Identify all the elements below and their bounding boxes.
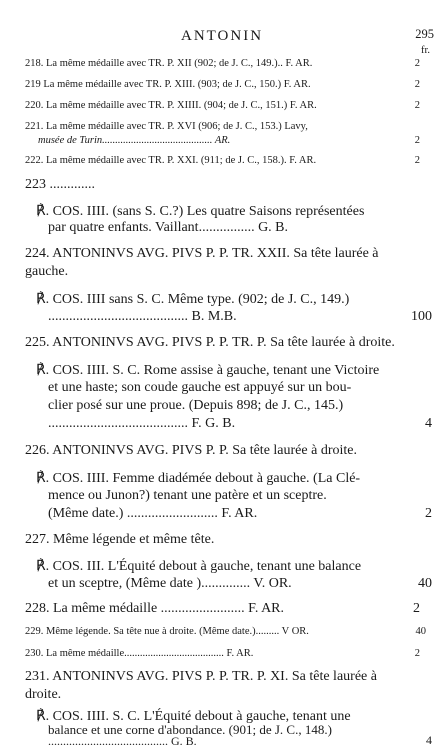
- page-number: 295: [415, 27, 434, 41]
- entry-225-reverse-line3: clier posé sur une proue. (Depuis 898; de J. C., 145.): [48, 398, 344, 413]
- entry-225-reverse-line1: ℟. COS. IIII. S. C. Rome assise à gauche, tenant une Victoire: [36, 363, 380, 378]
- entry-231-value: 4: [426, 733, 432, 747]
- entry-226-value: 2: [425, 506, 432, 521]
- entry-223-reverse-line1: ℟. COS. IIII. (sans S. C.?) Les quatre Saisons représentées: [36, 204, 365, 219]
- entry-230: 230. La même médaille...................................... F. AR.: [25, 648, 254, 659]
- column-unit: fr.: [420, 45, 430, 56]
- entry-226-reverse-line1: ℟. COS. IIII. Femme diadémée debout à gauche. (La Clé-: [36, 471, 361, 486]
- entry-226: 226. ANTONINVS AVG. PIVS P. P. Sa tête laurée à droite.: [25, 443, 357, 458]
- entry-227-reverse-line1: ℟. COS. III. L'Équité debout à gauche, tenant une balance: [36, 559, 362, 574]
- entry-224-reverse-line1: ℟. COS. IIII sans S. C. Même type. (902; de J. C., 149.): [36, 292, 350, 307]
- page-title: ANTONIN: [181, 28, 264, 44]
- entry-224-reverse-line2: ........................................ B. M.B.: [48, 309, 237, 324]
- entry-231-reverse-line2: balance et une corne d'abondance. (901; de J. C., 148.): [48, 722, 332, 737]
- entry-220: 220. La même médaille avec TR. P. XIIII. (904; de J. C., 151.) F. AR.: [25, 100, 317, 111]
- entry-225-value: 4: [425, 416, 432, 431]
- entry-219-value: 2: [414, 79, 420, 90]
- entry-227-reverse-line2: et un sceptre, (Même date ).............. V. OR.: [48, 576, 292, 591]
- entry-224-line1: 224. ANTONINVS AVG. PIVS P. P. TR. XXII. Sa tête laurée à: [25, 246, 379, 261]
- entry-221-value: 2: [414, 135, 420, 146]
- entry-226-reverse-line2: mence ou Junon?) tenant une patère et un sceptre.: [48, 488, 327, 503]
- entry-230-value: 2: [414, 648, 420, 659]
- entry-231-reverse-line3: ........................................ G. B.: [48, 734, 197, 748]
- entry-227: 227. Même légende et même tête.: [25, 532, 215, 547]
- entry-228-value: 2: [413, 601, 420, 616]
- entry-229: 229. Même légende. Sa tête nue à droite. (Même date.)......... V OR.: [25, 626, 309, 637]
- entry-222-value: 2: [414, 155, 420, 166]
- entry-218-value: 2: [414, 58, 420, 69]
- entry-223-reverse-line2: par quatre enfants. Vaillant................ G. B.: [48, 220, 289, 235]
- entry-231-line2: droite.: [25, 687, 62, 702]
- entry-225: 225. ANTONINVS AVG. PIVS P. P. TR. P. Sa tête laurée à droite.: [25, 335, 395, 350]
- entry-221-line1: 221. La même médaille avec TR. P. XVI (906; de J. C., 153.) Lavy,: [25, 121, 308, 132]
- entry-224-value: 100: [411, 309, 432, 324]
- entry-231-reverse-line1: ℟. COS. IIII. S. C. L'Équité debout à gauche, tenant une: [36, 709, 351, 724]
- entry-231-line1: 231. ANTONINVS AVG. PIVS P. P. TR. P. XI. Sa tête laurée à: [25, 669, 377, 684]
- entry-224-line2: gauche.: [25, 264, 69, 279]
- entry-225-reverse-line4: ........................................ F. G. B.: [48, 416, 236, 431]
- entry-220-value: 2: [414, 100, 420, 111]
- entry-219: 219 La même médaille avec TR. P. XIII. (903; de J. C., 150.) F. AR.: [25, 79, 311, 90]
- entry-226-reverse-line3: (Même date.) .......................... F. AR.: [48, 506, 258, 521]
- entry-222: 222. La même médaille avec TR. P. XXI. (911; de J. C., 158.). F. AR.: [25, 155, 317, 166]
- entry-229-value: 40: [415, 626, 426, 637]
- entry-227-value: 40: [418, 576, 432, 591]
- entry-221-line2: musée de Turin.......................................... AR.: [38, 135, 231, 146]
- entry-218: 218. La même médaille avec TR. P. XII (902; de J. C., 149.).. F. AR.: [25, 58, 313, 69]
- entry-223: 223 .............: [25, 177, 95, 192]
- entry-225-reverse-line2: et une haste; son coude gauche est appuyé sur un bou-: [48, 380, 352, 395]
- entry-228: 228. La même médaille ........................ F. AR.: [25, 601, 285, 616]
